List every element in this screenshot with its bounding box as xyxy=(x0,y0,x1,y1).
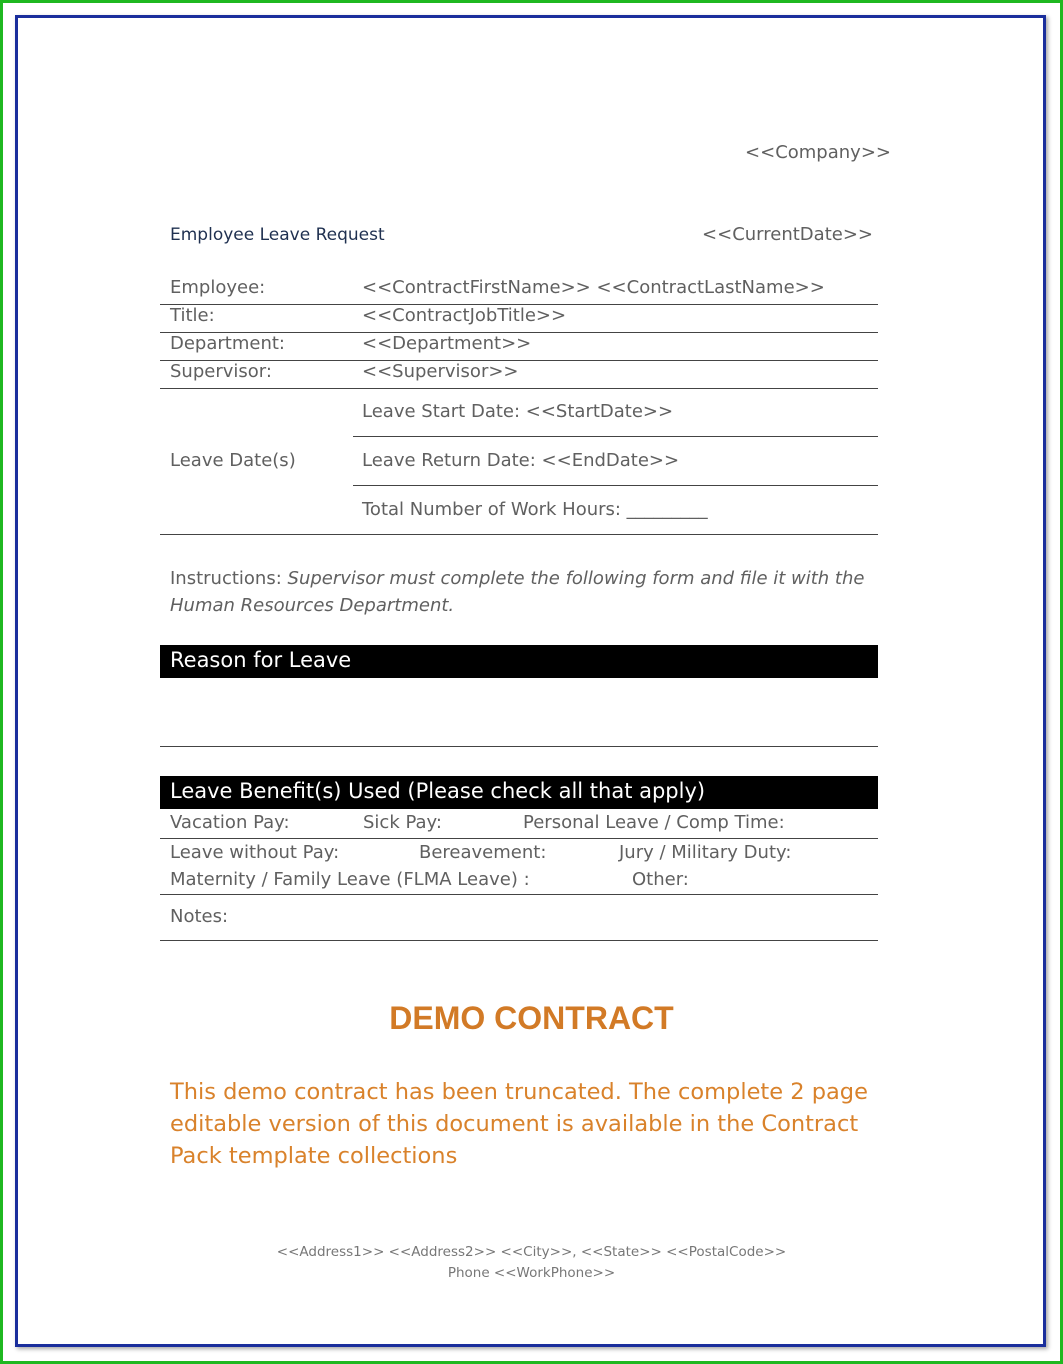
department-value: <<Department>> xyxy=(362,333,532,354)
title-value: <<ContractJobTitle>> xyxy=(362,305,567,326)
demo-contract-title: DEMO CONTRACT xyxy=(389,1000,674,1036)
department-row xyxy=(160,332,878,361)
current-date: <<CurrentDate>> xyxy=(702,224,873,245)
title-row xyxy=(160,304,878,333)
other-option[interactable]: Other: xyxy=(632,869,689,890)
title-label: Title: xyxy=(170,305,215,326)
leave-without-pay-option[interactable]: Leave without Pay: xyxy=(170,842,340,863)
company-name: <<Company>> xyxy=(745,142,891,163)
footer-phone: Phone <<WorkPhone>> xyxy=(447,1265,616,1281)
employee-label: Employee: xyxy=(170,277,266,298)
notes-label: Notes: xyxy=(170,906,229,927)
benefits-header-label: Leave Benefit(s) Used (Please check all that apply) xyxy=(170,779,706,803)
benefits-header xyxy=(160,776,878,809)
divider xyxy=(160,534,878,535)
leave-dates-label: Leave Date(s) xyxy=(170,450,296,471)
demo-contract-notice: This demo contract has been truncated. The complete 2 page editable version of this document is available in the Contract Pack template collections xyxy=(170,1079,868,1169)
supervisor-row xyxy=(160,360,878,389)
divider xyxy=(160,838,878,839)
document-title: Employee Leave Request xyxy=(170,225,385,245)
employee-value: <<ContractFirstName>> <<ContractLastName>> xyxy=(362,277,825,298)
notes-field-line xyxy=(160,940,878,941)
reason-header-label: Reason for Leave xyxy=(170,648,352,672)
instructions xyxy=(170,565,870,619)
divider xyxy=(160,894,878,895)
reason-field-line xyxy=(160,746,878,747)
personal-leave-option[interactable]: Personal Leave / Comp Time: xyxy=(523,812,785,833)
instructions-prefix: Instructions: xyxy=(170,568,288,589)
bereavement-option[interactable]: Bereavement: xyxy=(419,842,547,863)
employee-row xyxy=(160,276,878,305)
maternity-leave-option[interactable]: Maternity / Family Leave (FLMA Leave) : xyxy=(170,869,530,890)
leave-return-date: Leave Return Date: <<EndDate>> xyxy=(362,450,680,471)
divider xyxy=(353,485,878,486)
reason-header xyxy=(160,645,878,678)
total-work-hours: Total Number of Work Hours: _________ xyxy=(362,499,708,520)
leave-start-date: Leave Start Date: <<StartDate>> xyxy=(362,401,674,422)
footer-address: <<Address1>> <<Address2>> <<City>>, <<State>> <<PostalCode>> xyxy=(276,1244,787,1260)
sick-pay-option[interactable]: Sick Pay: xyxy=(363,812,442,833)
department-label: Department: xyxy=(170,333,285,354)
supervisor-value: <<Supervisor>> xyxy=(362,361,519,382)
instructions-text: Supervisor must complete the following form and file it with the Human Resources Department. xyxy=(170,568,865,616)
supervisor-label: Supervisor: xyxy=(170,361,272,382)
vacation-pay-option[interactable]: Vacation Pay: xyxy=(170,812,290,833)
divider xyxy=(353,436,878,437)
jury-military-option[interactable]: Jury / Military Duty: xyxy=(619,842,792,863)
